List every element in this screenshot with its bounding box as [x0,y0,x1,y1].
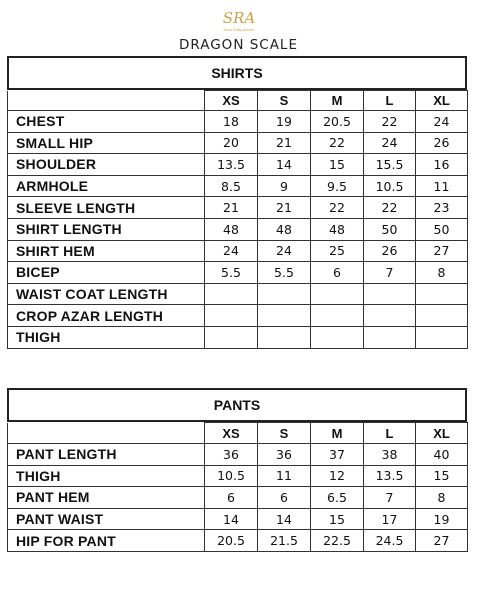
size-header: XL [416,91,468,111]
measurement-value: 18 [205,111,258,133]
measurement-value: 21.5 [258,530,311,552]
brand-logo [218,8,260,34]
measurement-value: 10.5 [205,465,258,487]
measurement-label: PANT HEM [8,487,205,509]
measurement-label: PANT WAIST [8,508,205,530]
measurement-label: CROP AZAR LENGTH [8,305,205,327]
measurement-value: 6 [311,262,364,284]
size-header: L [364,423,416,444]
measurement-value: 9 [258,175,311,197]
measurement-value: 22.5 [311,530,364,552]
measurement-value: 24 [364,132,416,154]
measurement-value: 26 [364,240,416,262]
measurement-value: 25 [311,240,364,262]
size-header: XS [205,91,258,111]
brand-logo-monogram [218,8,260,34]
measurement-label: SHIRT HEM [8,240,205,262]
measurement-value [416,326,468,348]
measurement-value: 20 [205,132,258,154]
measurement-value: 6.5 [311,487,364,509]
measurement-value: 48 [205,218,258,240]
measurement-label: WAIST COAT LENGTH [8,283,205,305]
measurement-value [311,283,364,305]
table-row [8,487,468,509]
measurement-value [205,283,258,305]
measurement-value: 27 [416,240,468,262]
measurement-value: 36 [205,444,258,466]
measurement-value: 7 [364,487,416,509]
measurement-value: 22 [364,111,416,133]
size-header: XL [416,423,468,444]
measurement-value [416,305,468,327]
measurement-label: ARMHOLE [8,175,205,197]
measurement-value: 14 [205,508,258,530]
table-row [8,465,468,487]
measurement-value [416,283,468,305]
measurement-label: THIGH [8,465,205,487]
brand-logo-text: SRA [222,9,256,27]
measurement-value: 22 [364,197,416,219]
measurement-value: 6 [258,487,311,509]
measurement-value: 14 [258,154,311,176]
measurement-value: 40 [416,444,468,466]
table-row [8,305,468,327]
measurement-value: 14 [258,508,311,530]
measurement-value: 37 [311,444,364,466]
measurement-value [364,326,416,348]
measurement-label: PANT LENGTH [8,444,205,466]
measurement-value: 38 [364,444,416,466]
table-row [8,508,468,530]
measurement-label: SLEEVE LENGTH [8,197,205,219]
size-header: XS [205,423,258,444]
measurement-value: 15 [311,508,364,530]
measurement-value: 7 [364,262,416,284]
table-row [8,262,468,284]
header-blank-cell [8,423,205,444]
measurement-value [364,305,416,327]
table-row [8,218,468,240]
measurement-value: 22 [311,197,364,219]
table-row [8,240,468,262]
measurement-value: 50 [364,218,416,240]
measurement-label: CHEST [8,111,205,133]
measurement-value: 21 [205,197,258,219]
table-row [8,111,468,133]
measurement-value: 15 [311,154,364,176]
measurement-value: 5.5 [258,262,311,284]
table-row [8,132,468,154]
table-row [8,444,468,466]
header-blank-cell [8,91,205,111]
measurement-value: 22 [311,132,364,154]
measurement-value: 48 [258,218,311,240]
measurement-value [205,326,258,348]
measurement-value: 50 [416,218,468,240]
size-header: M [311,91,364,111]
table-row [8,283,468,305]
measurement-value: 26 [416,132,468,154]
measurement-value: 6 [205,487,258,509]
size-header: L [364,91,416,111]
measurement-value: 20.5 [311,111,364,133]
measurement-value: 9.5 [311,175,364,197]
measurement-value: 11 [416,175,468,197]
measurement-value: 12 [311,465,364,487]
pants-section-title: PANTS [7,388,467,422]
measurement-value: 48 [311,218,364,240]
table-row [8,154,468,176]
measurement-value: 15.5 [364,154,416,176]
measurement-value [205,305,258,327]
measurement-value: 8 [416,262,468,284]
measurement-value: 19 [258,111,311,133]
measurement-value [258,326,311,348]
measurement-value: 10.5 [364,175,416,197]
measurement-value [258,305,311,327]
measurement-value [258,283,311,305]
shirts-header-row [8,91,468,111]
measurement-label: SMALL HIP [8,132,205,154]
measurement-value [311,326,364,348]
measurement-label: BICEP [8,262,205,284]
measurement-label: SHIRT LENGTH [8,218,205,240]
measurement-label: THIGH [8,326,205,348]
measurement-value: 13.5 [364,465,416,487]
size-header: M [311,423,364,444]
measurement-value: 24.5 [364,530,416,552]
size-header: S [258,91,311,111]
measurement-label: HIP FOR PANT [8,530,205,552]
measurement-value: 20.5 [205,530,258,552]
measurement-value: 11 [258,465,311,487]
table-row [8,175,468,197]
measurement-value: 24 [258,240,311,262]
measurement-value: 24 [416,111,468,133]
measurement-value: 21 [258,132,311,154]
measurement-value: 13.5 [205,154,258,176]
measurement-value: 8 [416,487,468,509]
measurement-value [311,305,364,327]
measurement-value: 5.5 [205,262,258,284]
table-row [8,197,468,219]
measurement-value: 8.5 [205,175,258,197]
brand-logo-tagline: Sana Rafiq Atelier [223,28,255,32]
measurement-value: 36 [258,444,311,466]
pants-header-row [8,423,468,444]
size-header: S [258,423,311,444]
shirts-section-title: SHIRTS [7,56,467,90]
collection-name: DRAGON SCALE [179,37,298,53]
shirts-size-table [7,90,468,349]
measurement-label: SHOULDER [8,154,205,176]
measurement-value: 15 [416,465,468,487]
measurement-value: 21 [258,197,311,219]
measurement-value: 19 [416,508,468,530]
measurement-value: 23 [416,197,468,219]
measurement-value [364,283,416,305]
measurement-value: 27 [416,530,468,552]
table-row [8,326,468,348]
measurement-value: 16 [416,154,468,176]
measurement-value: 17 [364,508,416,530]
measurement-value: 24 [205,240,258,262]
table-row [8,530,468,552]
pants-size-table [7,422,468,552]
